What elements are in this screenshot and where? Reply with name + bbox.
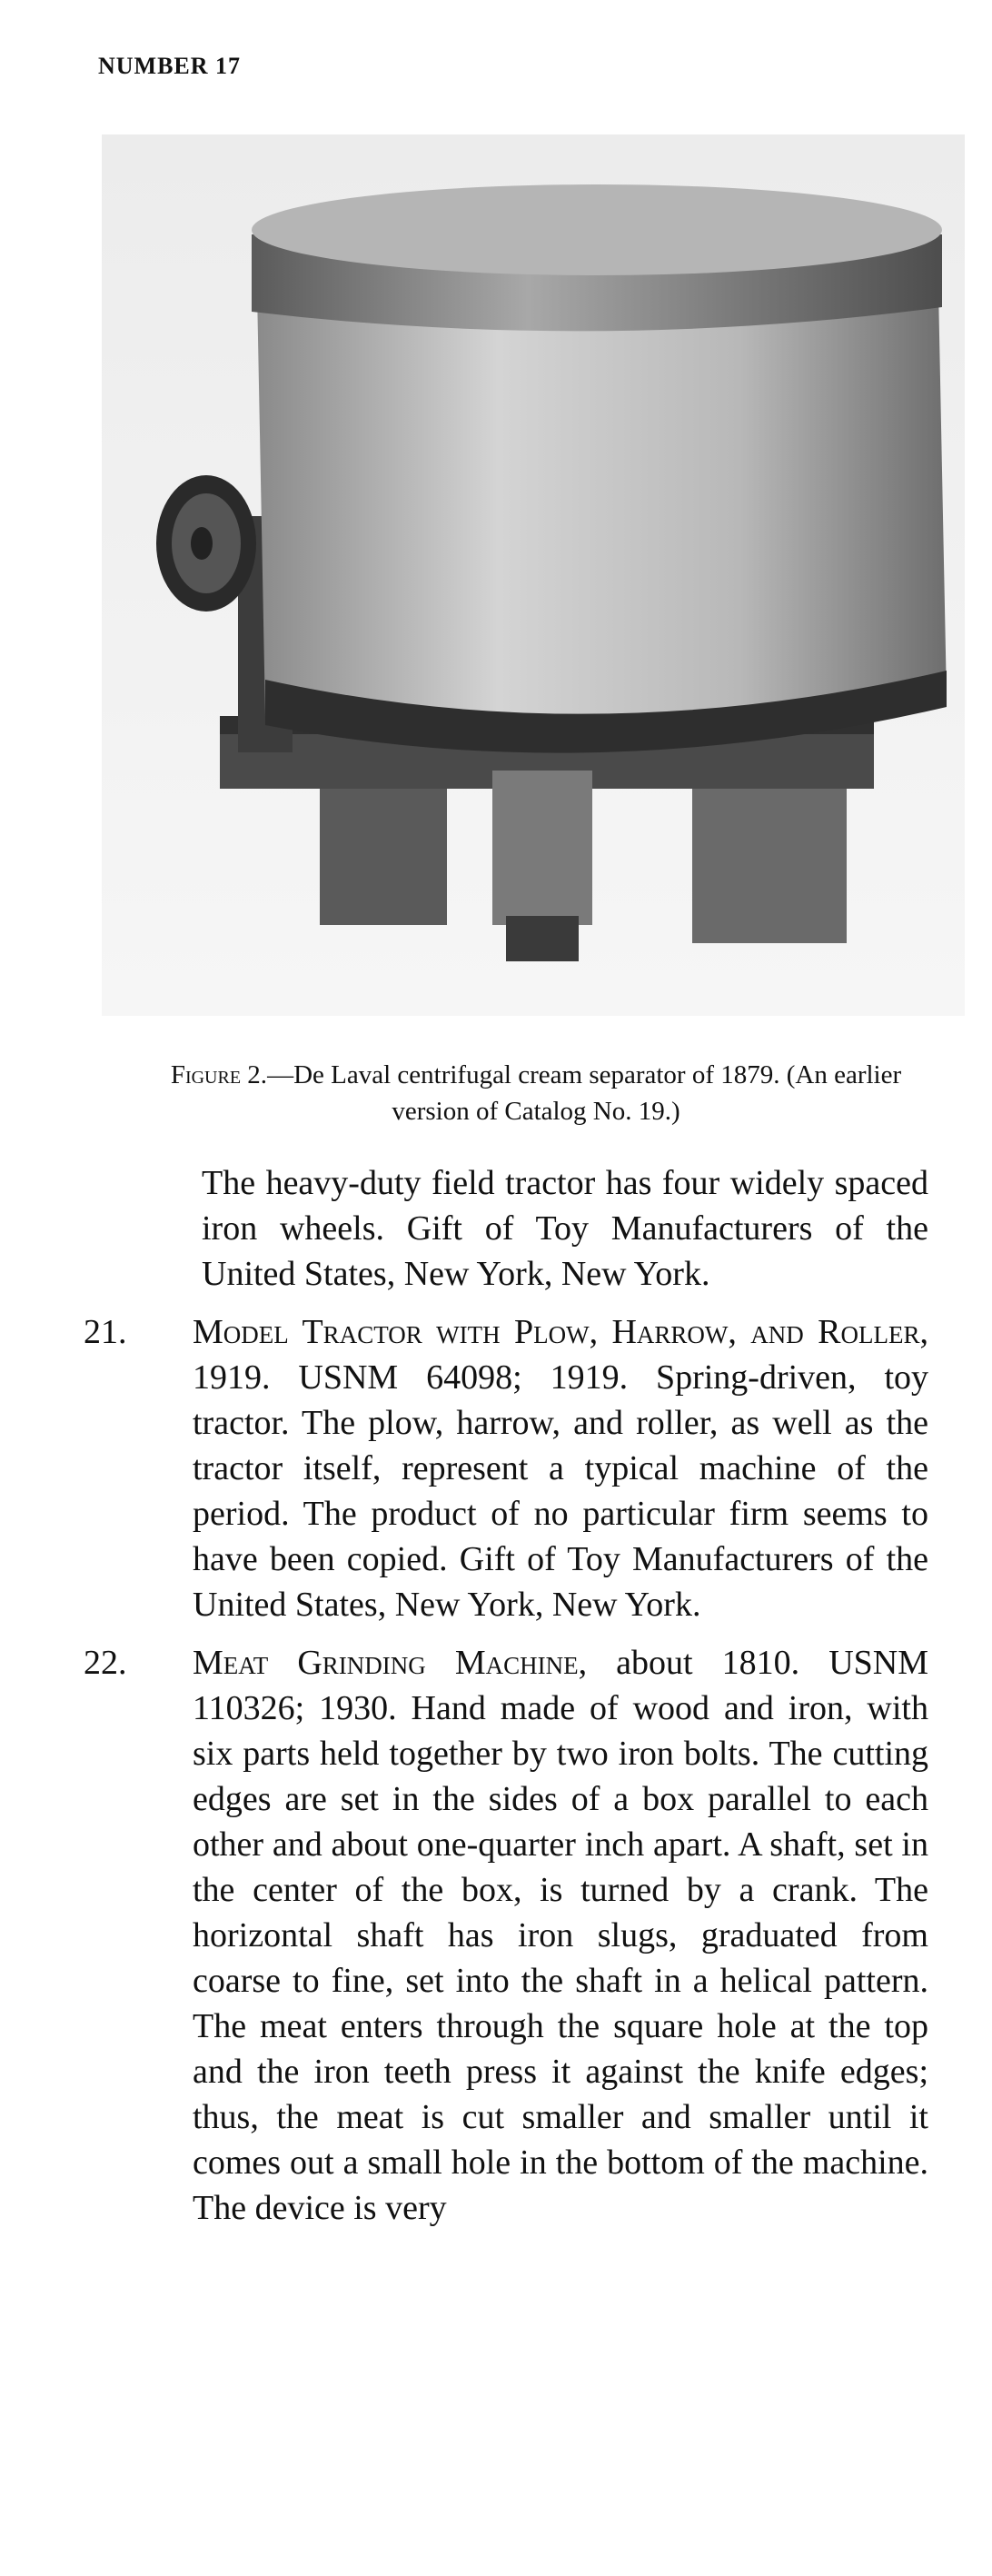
- figure-caption-text: —De Laval centrifugal cream separator of 1879. (An earlier version of Catalog No. 19.): [267, 1060, 902, 1126]
- entry-title: Meat Grinding Machine,: [193, 1644, 588, 1682]
- figure-caption: [136, 1057, 936, 1129]
- catalog-text: [74, 1160, 928, 2243]
- catalog-entry-21: [74, 1309, 928, 1627]
- catalog-entry-22: [74, 1640, 928, 2231]
- figure-label: Figure 2.: [170, 1060, 268, 1089]
- continuation-paragraph: The heavy-duty field tractor has four widely spaced iron wheels. Gift of Toy Manufacturers of the United States, New York, New York.: [202, 1164, 928, 1293]
- cream-separator-photo: [102, 134, 965, 1016]
- entry-number: 21.: [84, 1313, 127, 1351]
- entry-title: Model Tractor with Plow, Harrow, and Roller,: [193, 1313, 928, 1351]
- figure-photograph: [102, 134, 965, 1016]
- entry-number: 22.: [84, 1644, 127, 1682]
- page-number-header: NUMBER 17: [98, 53, 242, 79]
- entry-text: 1919. USNM 64098; 1919. Spring-driven, toy tractor. The plow, harrow, and roller, as well as the tractor itself, represent a typical machine of the period. The product of no particular firm seems to have been copied. Gift of Toy Manufacturers of the United States, New York, New York.: [193, 1358, 928, 1624]
- entry-text: about 1810. USNM 110326; 1930. Hand made of wood and iron, with six parts held together by two iron bolts. The cutting edges are set in the sides of a box parallel to each other and about one-quarter inch apart. A shaft, set in the center of the box, is turned by a crank. The horizontal shaft has iron slugs, graduated from coarse to fine, set into the shaft in a helical pattern. The meat enters through the square hole at the top and the iron teeth press it against the knife edges; thus, the meat is cut smaller and smaller until it comes out a small hole in the bottom of the machine. The device is very: [193, 1644, 929, 2227]
